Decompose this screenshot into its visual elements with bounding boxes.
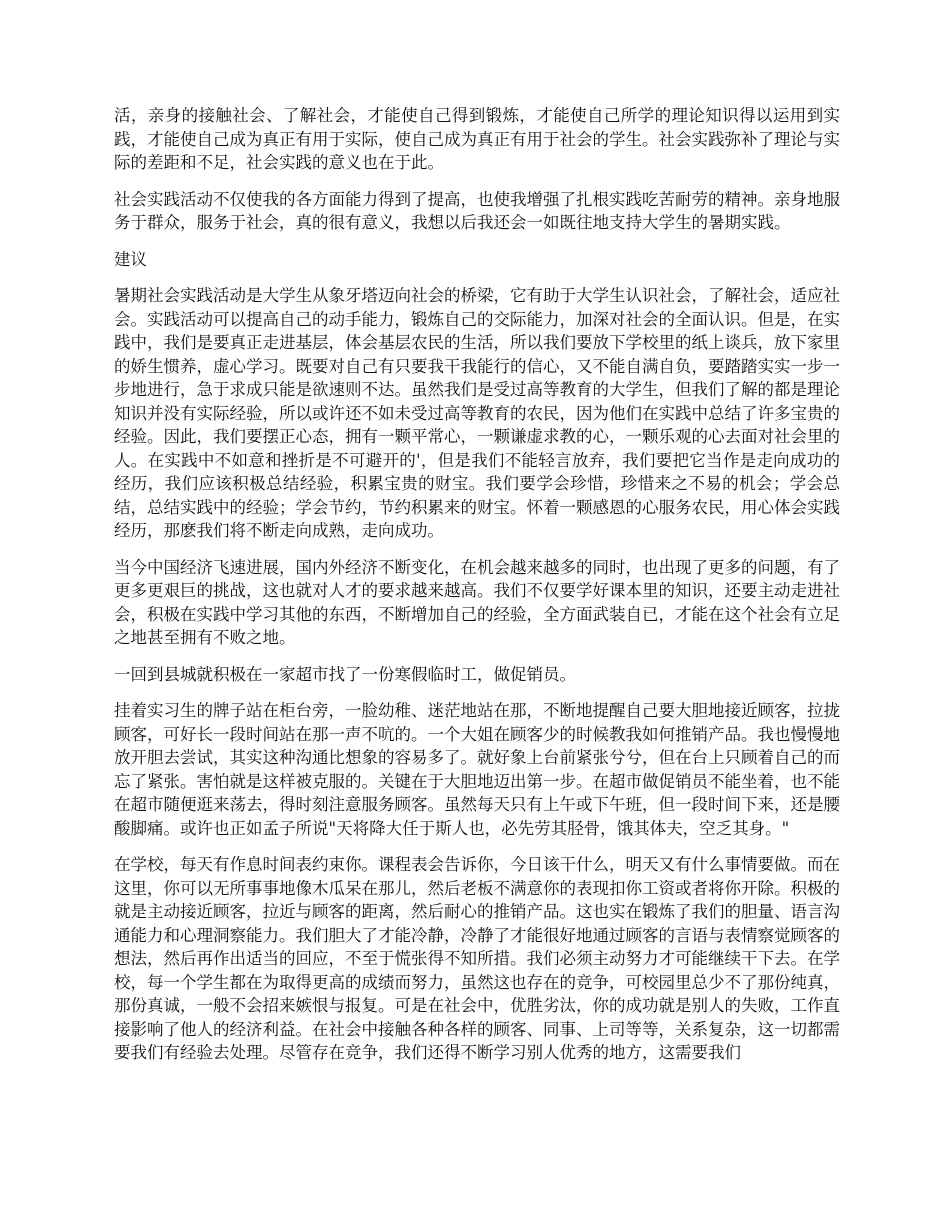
paragraph-suggestion-body: 暑期社会实践活动是大学生从象牙塔迈向社会的桥梁，它有助于大学生认识社会，了解社会，适应社会。实践活动可以提高自己的动手能力，锻炼自己的交际能力，加深对社会的全面认识。但是，在实践中，我们是要真正走进基层，体会基层农民的生活，所以我们要放下学校里的纸上谈兵，放下家里的娇生惯养，虚心学习。既要对自己有只要我干我能行的信心，又不能自满自负，要踏踏实实一步一步地进行，急于求成只能是欲速则不达。虽然我们是受过高等教育的大学生，但我们了解的都是理论知识并没有实际经验，所以或许还不如未受过高等教育的农民，因为他们在实践中总结了许多宝贵的经验。因此，我们要摆正心态，拥有一颗平常心，一颗谦虚求教的心，一颗乐观的心去面对社会里的人。在实践中不如意和挫折是不可避开的'，但是我们不能轻言放弃，我们要把它当作是走向成功的经历，我们应该积极总结经验，积累宝贵的财宝。我们要学会珍惜，珍惜来之不易的机会；学会总结，总结实践中的经验；学会节约，节约积累来的财宝。怀着一颗感恩的心服务农民，用心体会实践经历，那麽我们将不断走向成熟，走向成功。 bbox=[114, 286, 840, 540]
paragraph-ability-improved: 社会实践活动不仅使我的各方面能力得到了提高，也使我增强了扎根实践吃苦耐劳的精神。亲身地服务于群众，服务于社会，真的很有意义，我想以后我还会一如既往地支持大学生的暑期实践。 bbox=[114, 189, 840, 232]
paragraph-winter-job: 一回到县城就积极在一家超市找了一份寒假临时工，做促销员。 bbox=[114, 664, 576, 684]
document-body bbox=[114, 104, 840, 1078]
paragraph-counter-experience: 挂着实习生的牌子站在柜台旁，一脸幼稚、迷茫地站在那，不断地提醒自己要大胆地接近顾客，拉拢顾客，可好长一段时间站在那一声不吭的。一个大姐在顾客少的时候教我如何推销产品。我也慢慢地放开胆去尝试，其实这种沟通比想象的容易多了。就好象上台前紧张兮兮，但在台上只顾着自己的而忘了紧张。害怕就是这样被克服的。关键在于大胆地迈出第一步。在超市做促销员不能坐着，也不能在超市随便逛来荡去，得时刻注意服务顾客。虽然每天只有上午或下午班，但一段时间下来，还是腰酸脚痛。或许也正如孟子所说"天将降大任于斯人也，必先劳其胫骨，饿其体夫，空乏其身。" bbox=[114, 701, 840, 838]
section-heading-suggestion: 建议 bbox=[114, 249, 147, 269]
paragraph-school-vs-society: 在学校，每天有作息时间表约束你。课程表会告诉你，今日该干什么，明天又有什么事情要做。而在这里，你可以无所事事地像木瓜呆在那儿，然后老板不满意你的表现扣你工资或者将你开除。积极的就是主动接近顾客，拉近与顾客的距离，然后耐心的推销产品。这也实在锻炼了我们的胆量、语言沟通能力和心理洞察能力。我们胆大了才能冷静，冷静了才能很好地通过顾客的言语与表情察觉顾客的想法，然后再作出适当的回应，不至于慌张得不知所措。我们必须主动努力才可能继续干下去。在学校，每一个学生都在为取得更高的成绩而努力，虽然这也存在的竞争，可校园里总少不了那份纯真，那份真诚，一般不会招来嫉恨与报复。可是在社会中，优胜劣汰，你的成功就是别人的失败，工作直接影响了他人的经济利益。在社会中接触各种各样的顾客、同事、上司等等，关系复杂，这一切都需要我们有经验去处理。尽管存在竞争，我们还得不断学习别人优秀的地方，这需要我们 bbox=[114, 855, 840, 1062]
paragraph-practice-meaning: 活，亲身的接触社会、了解社会，才能使自己得到锻炼，才能使自己所学的理论知识得以运用到实践，才能使自己成为真正有用于实际，使自己成为真正有用于社会的学生。社会实践弥补了理论与实际的差距和不足，社会实践的意义也在于此。 bbox=[114, 106, 840, 172]
paragraph-economy-development: 当今中国经济飞速进展，国内外经济不断变化，在机会越来越多的同时，也出现了更多的问题，有了更多更艰巨的挑战，这也就对人才的要求越来越高。我们不仅要学好课本里的知识，还要主动走进社会，积极在实践中学习其他的东西，不断增加自己的经验，全方面武装自已，才能在这个社会有立足之地甚至拥有不败之地。 bbox=[114, 557, 840, 647]
